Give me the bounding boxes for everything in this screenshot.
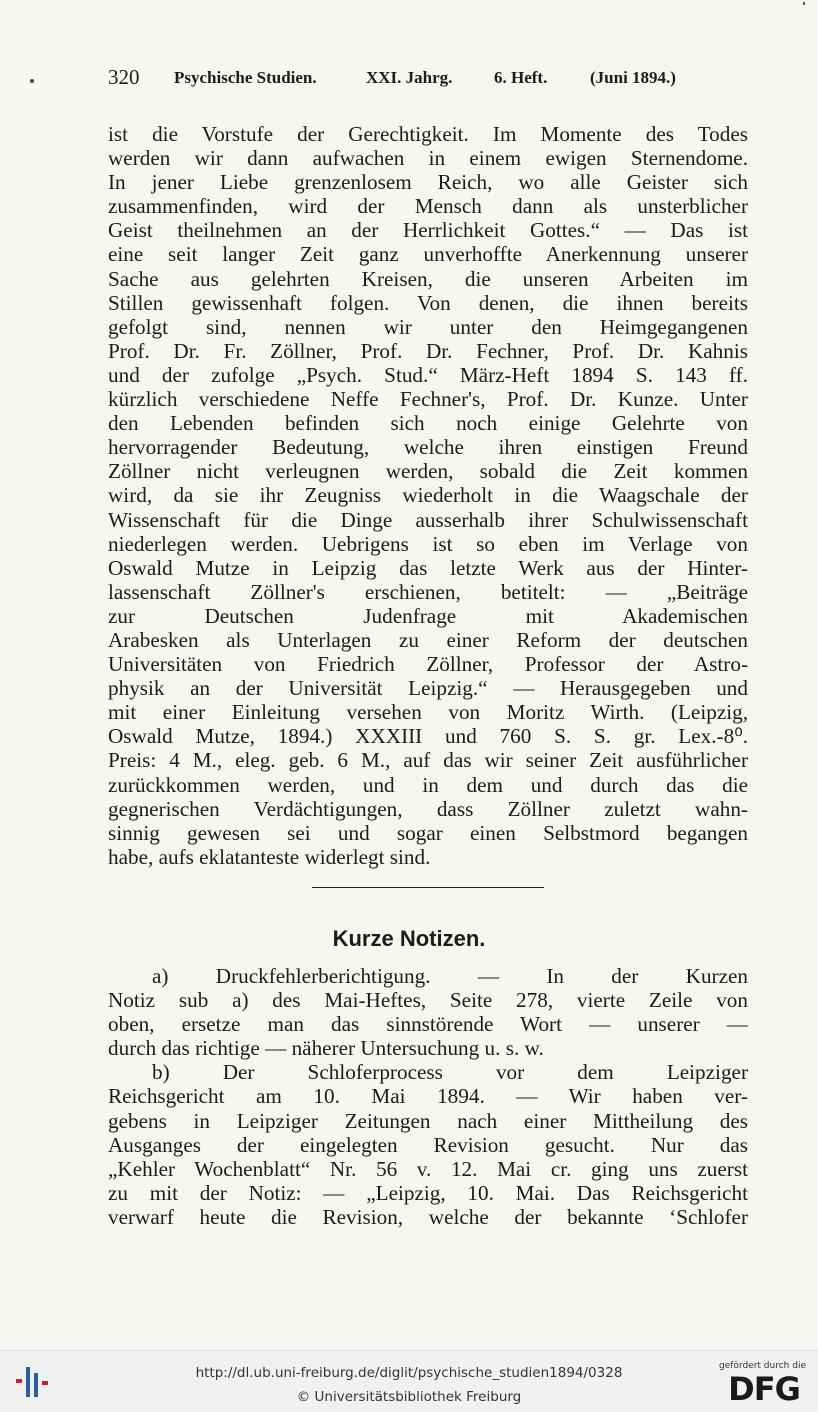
scan-speck-mark (803, 2, 805, 5)
text-line: niederlegen werden. Uebrigens ist so eben im Verlage von (108, 531, 748, 556)
text-line: verwarf heute die Revision, welche der bekannte ‘Schlofer (108, 1204, 748, 1229)
copyright-notice: © Universitätsbibliothek Freiburg (296, 1389, 522, 1405)
text-line: durch das richtige — näherer Untersuchung u. s. w. (108, 1036, 544, 1061)
text-line: Ausganges der eingelegten Revision gesucht. Nur das (108, 1132, 748, 1157)
text-line: gegnerischen Verdächtigungen, dass Zöllner zuletzt wahn- (108, 796, 748, 821)
text-line: „Kehler Wochenblatt“ Nr. 56 v. 12. Mai cr. ging uns zuerst (108, 1156, 748, 1181)
text-line: zu mit der Notiz: — „Leipzig, 10. Mai. Das Reichsgericht (108, 1180, 748, 1205)
text-line: gebens in Leipziger Zeitungen nach einer Mittheilung des (108, 1108, 748, 1133)
text-line: zusammenfinden, wird der Mensch dann als unsterblicher (108, 194, 748, 219)
volume-label: XXI. Jahrg. (366, 68, 453, 87)
text-line: Oswald Mutze, 1894.) XXXIII und 760 S. S. gr. Lex.-8⁰. (108, 724, 748, 749)
text-line: und der zufolge „Psych. Stud.“ März-Heft 1894 S. 143 ff. (108, 362, 748, 387)
text-line: Notiz sub a) des Mai-Heftes, Seite 278, vierte Zeile von (108, 988, 748, 1013)
text-line: Zöllner nicht verleugnen werden, sobald die Zeit kommen (108, 459, 748, 484)
page-number: 320 (108, 65, 140, 89)
text-line: zur Deutschen Judenfrage mit Akademischen (108, 603, 748, 628)
text-line: Universitäten von Friedrich Zöllner, Professor der Astro- (108, 652, 748, 677)
text-line: hervorragender Bedeutung, welche ihren einstigen Freund (108, 435, 748, 460)
journal-title: Psychische Studien. (174, 68, 317, 87)
text-line: physik an der Universität Leipzig.“ — Herausgegeben und (108, 676, 748, 701)
text-line: Preis: 4 M., eleg. geb. 6 M., auf das wir seiner Zeit ausführlicher (108, 748, 748, 773)
svg-text:DFG: DFG (728, 1371, 800, 1405)
text-line: Sache aus gelehrten Kreisen, die unseren Arbeiten im (108, 266, 748, 291)
text-line: ist die Vorstufe der Gerechtigkeit. Im Momente des Todes (108, 122, 748, 146)
text-line: den Lebenden befinden sich noch einige Gelehrte von (108, 411, 748, 436)
text-line: wird, da sie ihr Zeugniss wiederholt in die Waagschale der (108, 483, 748, 508)
running-header (108, 65, 748, 98)
text-line: Arabesken als Unterlagen zu einer Reform der deutschen (108, 627, 748, 652)
text-line: werden wir dann aufwachen in einem ewigen Sternendome. (108, 146, 748, 171)
text-line: gefolgt sind, nennen wir unter den Heimgegangenen (108, 314, 748, 339)
permalink-url[interactable]: http://dl.ub.uni-freiburg.de/diglit/psychische_studien1894/0328 (195, 1365, 623, 1381)
dfg-logo-icon (720, 1371, 808, 1405)
text-line: Geist theilnehmen an der Herrlichkeit Gottes.“ — Das ist (108, 218, 748, 243)
text-line: kürzlich verschiedene Neffe Fechner's, Prof. Dr. Kunze. Unter (108, 387, 748, 412)
issue-date: (Juni 1894.) (590, 68, 676, 87)
text-line: oben, ersetze man das sinnstörende Wort — unserer — (108, 1012, 748, 1037)
scan-dot-mark (30, 79, 34, 83)
text-line: sinnig gewesen sei und sogar einen Selbstmord begangen (108, 820, 748, 845)
text-line: Wissenschaft für die Dinge ausserhalb ihrer Schulwissenschaft (108, 507, 748, 532)
text-line: habe, aufs eklatanteste widerlegt sind. (108, 844, 431, 869)
text-line: a) Druckfehlerberichtigung. — In der Kurzen (152, 964, 748, 988)
viewer-footer (0, 1350, 818, 1412)
text-line: Reichsgericht am 10. Mai 1894. — Wir haben ver- (108, 1084, 748, 1109)
section-title: Kurze Notizen. (332, 926, 486, 951)
text-line: Prof. Dr. Fr. Zöllner, Prof. Dr. Fechner, Prof. Dr. Kahnis (108, 338, 748, 363)
text-line: lassenschaft Zöllner's erschienen, betitelt: — „Beiträge (108, 579, 748, 604)
text-line: eine seit langer Zeit ganz unverhoffte Anerkennung unserer (108, 242, 748, 267)
issue-label: 6. Heft. (494, 68, 548, 87)
text-line: b) Der Schloferprocess vor dem Leipziger (152, 1060, 748, 1085)
text-line: mit einer Einleitung versehen von Moritz Wirth. (Leipzig, (108, 700, 748, 725)
text-line: Oswald Mutze in Leipzig das letzte Werk aus der Hinter- (108, 555, 748, 580)
text-line: Stillen gewissenhaft folgen. Von denen, die ihnen bereits (108, 290, 748, 315)
section-divider (312, 887, 544, 888)
notices-paragraph (108, 964, 748, 1229)
sponsor-caption: gefördert durch die (719, 1361, 806, 1371)
text-line: zurückkommen werden, und in dem und durch das die (108, 772, 748, 797)
text-line: In jener Liebe grenzenlosem Reich, wo alle Geister sich (108, 170, 748, 195)
main-paragraph (108, 122, 748, 869)
